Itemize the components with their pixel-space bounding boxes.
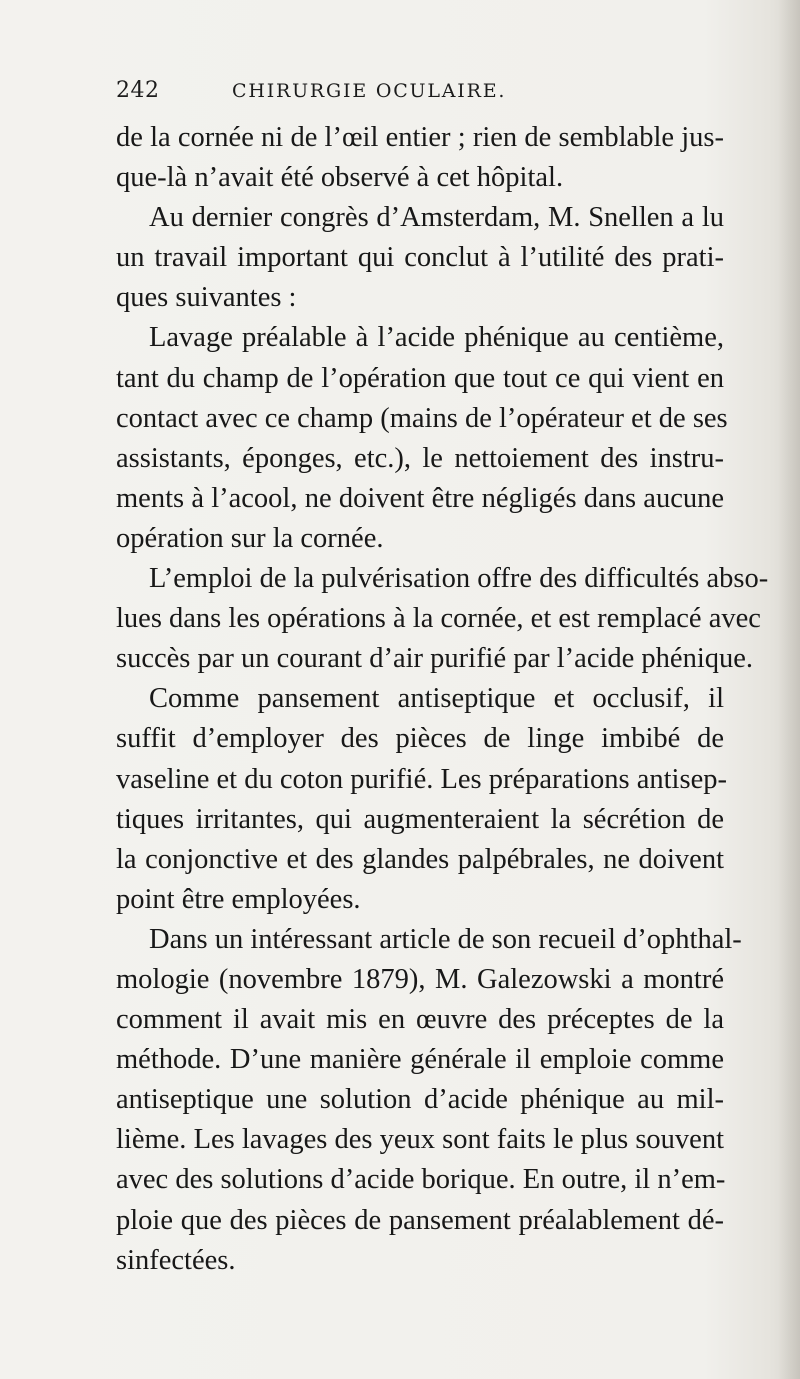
text-line: succès par un courant d’air purifié par l’acide phénique. [116, 643, 754, 675]
text-line: comment il avait mis en œuvre des préceptes de la [116, 1004, 724, 1036]
text-line: un travail important qui conclut à l’utilité des prati- [116, 242, 724, 274]
text-line: antiseptique une solution d’acide phénique au mil- [116, 1084, 724, 1116]
text-line: Dans un intéressant article de son recueil d’ophthal- [149, 923, 742, 955]
text-line: lième. Les lavages des yeux sont faits le plus souvent [116, 1124, 724, 1156]
text-line: assistants, éponges, etc.), le nettoiement des instru- [116, 442, 724, 474]
running-title: CHIRURGIE OCULAIRE. [232, 80, 507, 102]
text-line: tant du champ de l’opération que tout ce qui vient en [116, 362, 724, 394]
text-line: point être employées. [116, 883, 361, 915]
page-edge-shadow [778, 0, 800, 1379]
text-line: lues dans les opérations à la cornée, et est remplacé avec [116, 603, 761, 635]
text-line: contact avec ce champ (mains de l’opérateur et de ses [116, 402, 728, 434]
text-line: ploie que des pièces de pansement préalablement dé- [116, 1204, 724, 1236]
text-line: de la cornée ni de l’œil entier ; rien de semblable jus- [116, 122, 724, 153]
text-line: L’emploi de la pulvérisation offre des difficultés abso- [149, 563, 769, 595]
text-line: tiques irritantes, qui augmenteraient la sécrétion de [116, 803, 724, 835]
text-line: méthode. D’une manière générale il emploie comme [116, 1044, 724, 1076]
text-line: ques suivantes : [116, 282, 297, 314]
text-line: opération sur la cornée. [116, 522, 384, 554]
text-line: mologie (novembre 1879), M. Galezowski a montré [116, 963, 724, 995]
text-line: sinfectées. [116, 1244, 236, 1276]
text-line: vaseline et du coton purifié. Les préparations antisep- [116, 763, 727, 795]
page-number: 242 [116, 78, 160, 103]
text-line: la conjonctive et des glandes palpébrales, ne doivent [116, 843, 724, 875]
text-line: ments à l’acool, ne doivent être négligés dans aucune [116, 482, 724, 514]
body-text [116, 118, 769, 1281]
page-header [116, 78, 676, 114]
text-line: Au dernier congrès d’Amsterdam, M. Snellen a lu [149, 202, 724, 234]
text-line: Lavage préalable à l’acide phénique au centième, [149, 322, 724, 354]
text-line: suffit d’employer des pièces de linge imbibé de [116, 723, 724, 755]
text-line: avec des solutions d’acide borique. En outre, il n’em- [116, 1164, 726, 1196]
text-line: Comme pansement antiseptique et occlusif, il [149, 683, 724, 715]
text-line: que-là n’avait été observé à cet hôpital. [116, 162, 564, 194]
